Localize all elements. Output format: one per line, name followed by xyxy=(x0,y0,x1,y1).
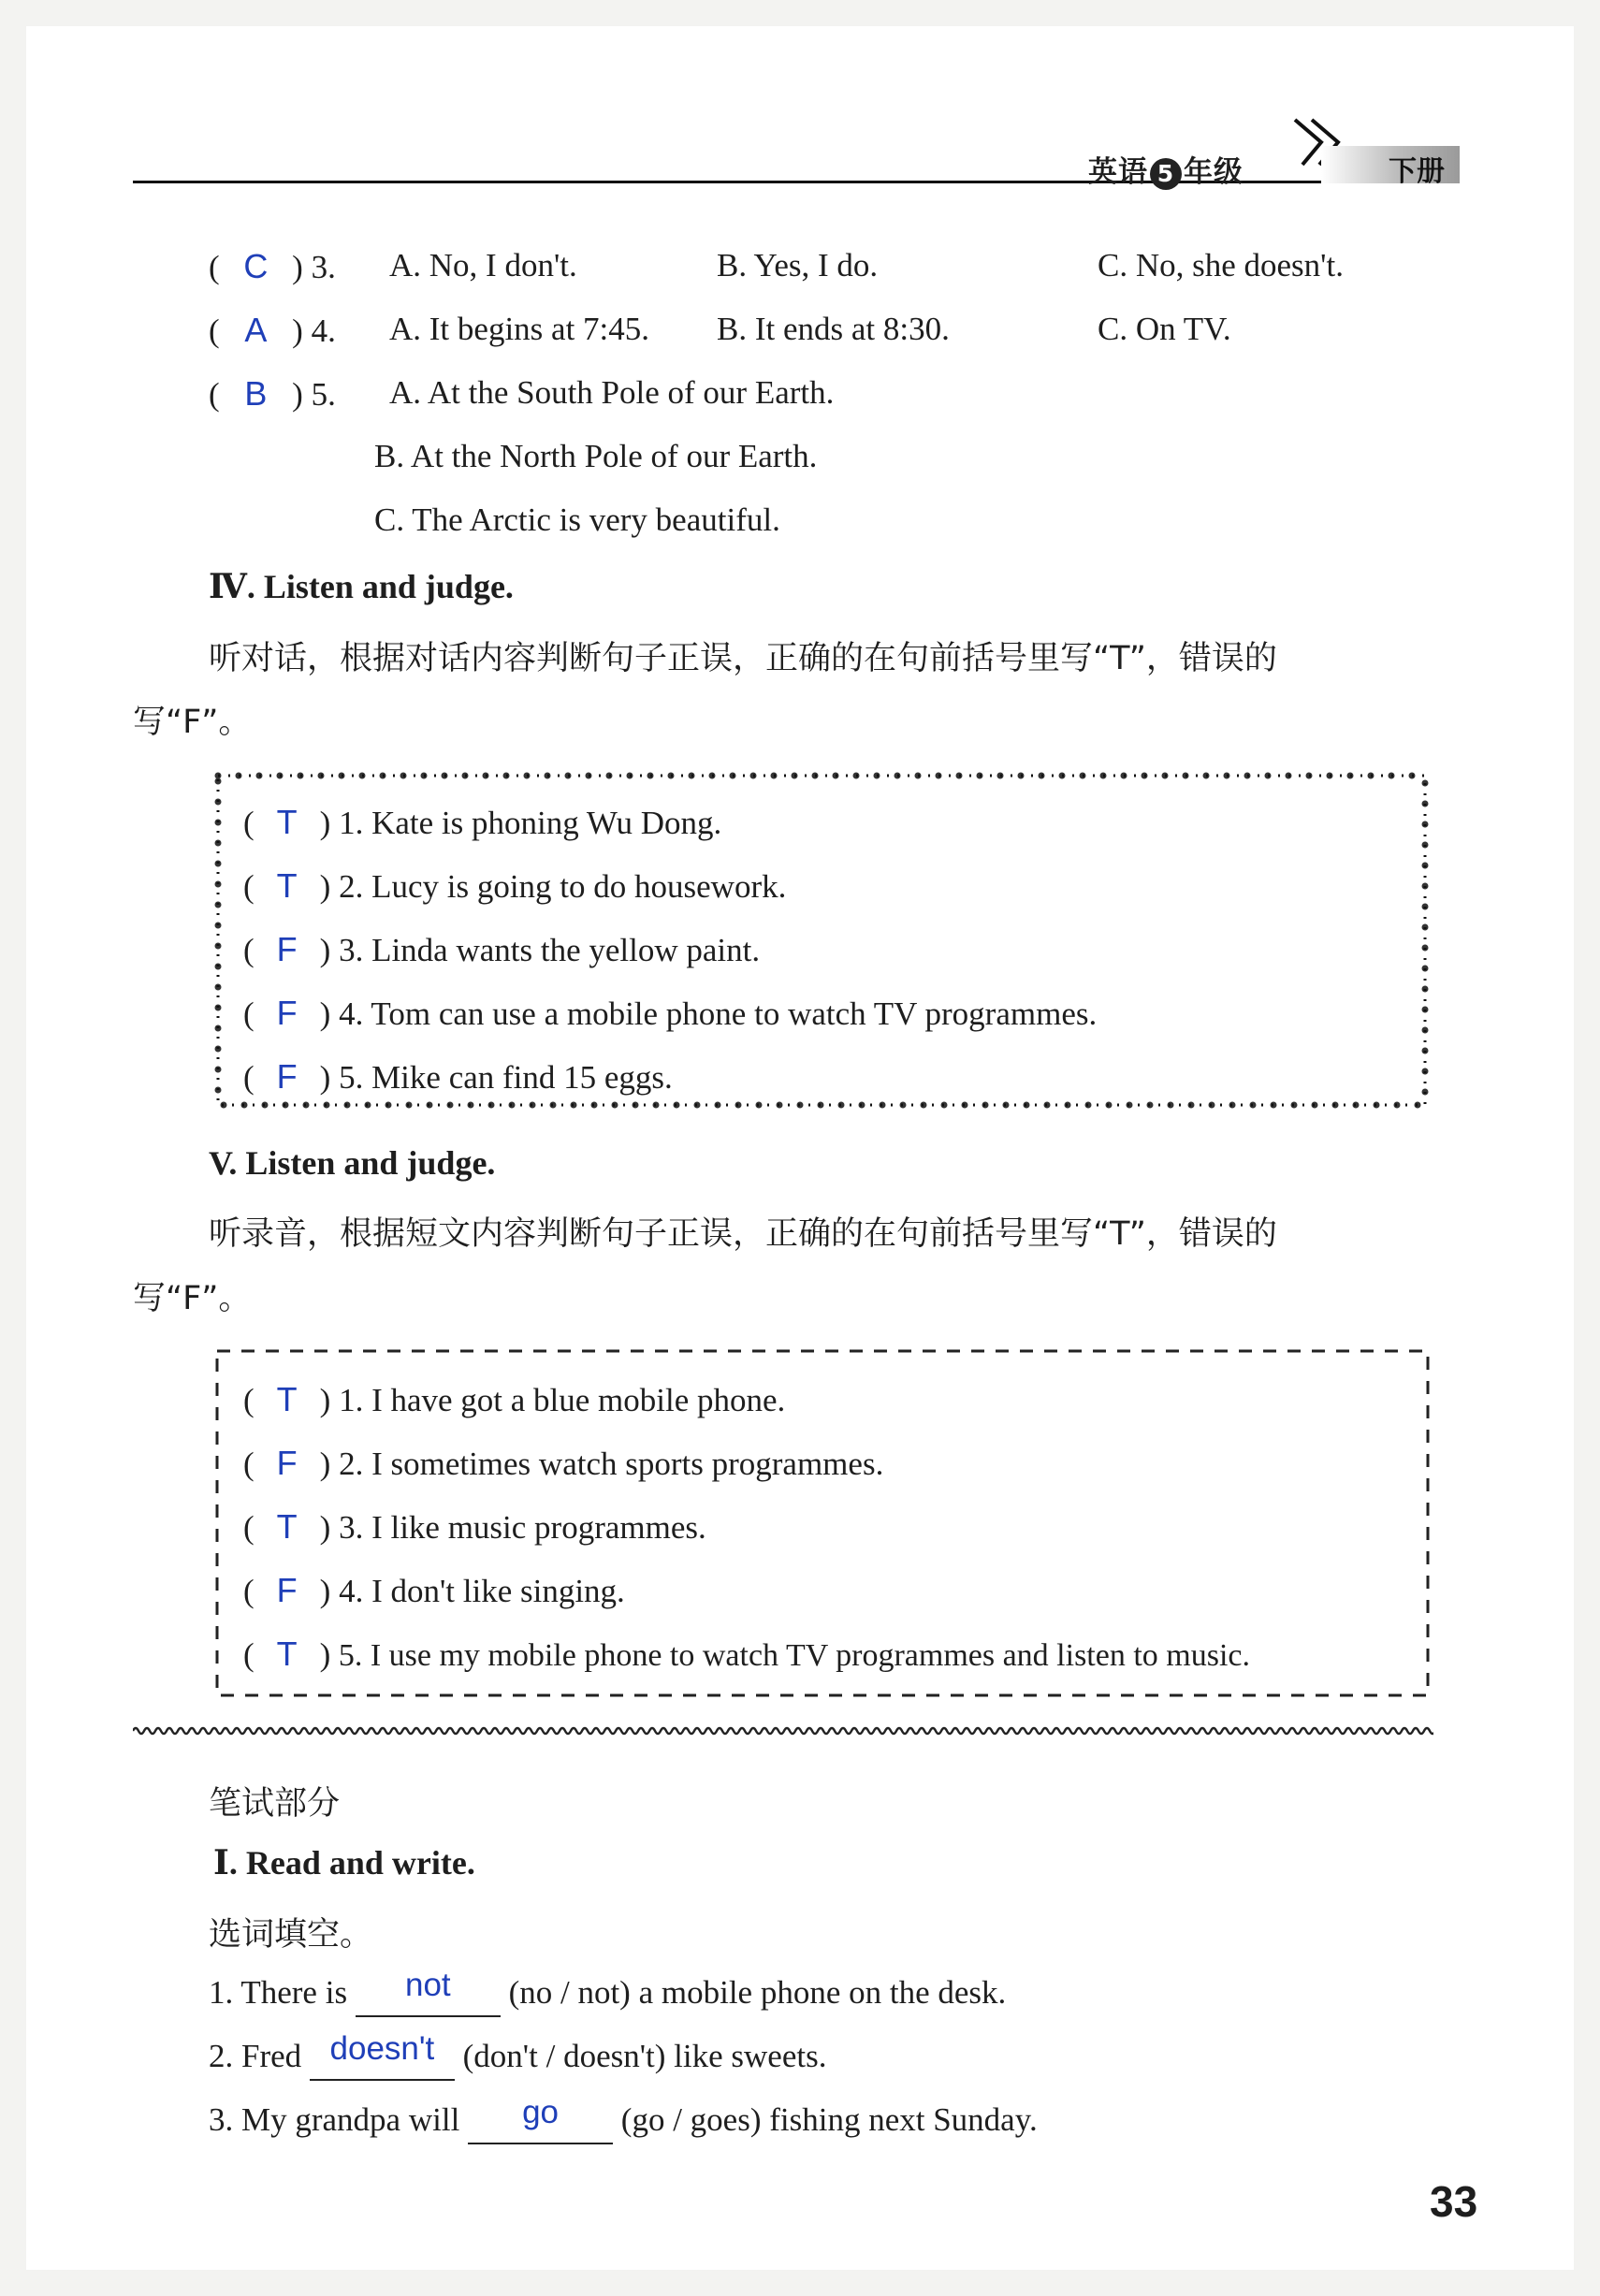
item-suffix: (don't / doesn't) like sweets. xyxy=(462,2038,827,2074)
item-number: 3. xyxy=(311,249,336,285)
option-a: A. It begins at 7:45. xyxy=(389,311,650,347)
item-text: 5. I use my mobile phone to watch TV programmes and listen to music. xyxy=(338,1638,1251,1673)
answer-mark: F xyxy=(276,1444,298,1482)
option-c: C. The Arctic is very beautiful. xyxy=(374,501,780,538)
section-i-heading: Ⅰ. Read and write. xyxy=(213,1844,475,1882)
answer-mark: T xyxy=(276,803,298,841)
header-rule xyxy=(133,181,1458,183)
answer-blank xyxy=(468,2094,613,2139)
answer-blank xyxy=(356,1967,501,2012)
section-iv-instruction: 听对话，根据对话内容判断句子正误，正确的在句前括号里写“T”，错误的 xyxy=(209,640,1277,677)
option-b: B. Yes, I do. xyxy=(717,247,879,283)
option-b: B. It ends at 8:30. xyxy=(717,311,950,347)
item-text: 5. Mike can find 15 eggs. xyxy=(339,1059,673,1096)
volume-label: 下册 xyxy=(1389,155,1445,188)
judge-item: ( T ) 5. I use my mobile phone to watch TV programmes and listen to music. xyxy=(243,1635,1251,1673)
answer-mark: F xyxy=(276,1571,298,1609)
blank-answer: doesn't xyxy=(329,2030,435,2067)
section-v-heading: V. Listen and judge. xyxy=(209,1144,496,1182)
grade-number-badge: 5 xyxy=(1150,158,1182,190)
item-prefix: 2. Fred xyxy=(209,2038,302,2074)
header-grade-suffix: 年级 xyxy=(1184,155,1244,189)
choice-item-5: ( B ) 5. xyxy=(209,374,336,413)
item-number: 4. xyxy=(311,312,336,349)
answer-mark: B xyxy=(244,374,268,413)
workbook-page xyxy=(26,26,1574,2270)
section-iv-instruction-cont: 写“F”。 xyxy=(133,704,252,741)
judge-item: ( T ) 2. Lucy is going to do housework. xyxy=(243,866,787,905)
option-c: C. No, she doesn't. xyxy=(1098,247,1344,283)
item-suffix: (go / goes) fishing next Sunday. xyxy=(620,2101,1038,2138)
section-i-instruction: 选词填空。 xyxy=(209,1916,373,1954)
option-b: B. At the North Pole of our Earth. xyxy=(374,438,818,474)
item-text: 3. I like music programmes. xyxy=(339,1509,706,1546)
answer-mark: F xyxy=(276,1057,298,1096)
item-text: 1. Kate is phoning Wu Dong. xyxy=(339,805,722,841)
item-text: 2. I sometimes watch sports programmes. xyxy=(339,1446,884,1482)
option-c: C. On TV. xyxy=(1098,311,1231,347)
option-a: A. At the South Pole of our Earth. xyxy=(389,374,835,411)
judge-item: ( F ) 4. Tom can use a mobile phone to watch TV programmes. xyxy=(243,994,1098,1032)
volume-tab xyxy=(1321,146,1460,188)
item-suffix: (no / not) a mobile phone on the desk. xyxy=(508,1974,1007,2011)
answer-mark: C xyxy=(243,247,269,285)
answer-mark: T xyxy=(276,1380,298,1418)
answer-mark: F xyxy=(276,930,298,968)
answer-blank xyxy=(310,2030,455,2075)
fill-item xyxy=(209,2094,1038,2139)
judge-item: ( T ) 3. I like music programmes. xyxy=(243,1507,706,1546)
answer-mark: T xyxy=(276,1635,298,1673)
item-text: 3. Linda wants the yellow paint. xyxy=(339,932,761,968)
item-prefix: 1. There is xyxy=(209,1974,348,2011)
fill-item xyxy=(209,1967,1007,2012)
answer-mark: F xyxy=(276,994,298,1032)
blank-answer: not xyxy=(405,1967,451,2003)
page-number: 33 xyxy=(1430,2177,1478,2226)
section-v-instruction-cont: 写“F”。 xyxy=(133,1280,252,1317)
judge-item: ( T ) 1. I have got a blue mobile phone. xyxy=(243,1380,786,1418)
judge-item: ( F ) 5. Mike can find 15 eggs. xyxy=(243,1057,673,1096)
judge-item: ( T ) 1. Kate is phoning Wu Dong. xyxy=(243,803,722,841)
item-prefix: 3. My grandpa will xyxy=(209,2101,460,2138)
section-v-instruction: 听录音，根据短文内容判断句子正误，正确的在句前括号里写“T”，错误的 xyxy=(209,1215,1277,1253)
header-subject: 英语 xyxy=(1088,155,1148,189)
written-section-title: 笔试部分 xyxy=(209,1785,341,1823)
answer-mark: T xyxy=(276,866,298,905)
item-text: 1. I have got a blue mobile phone. xyxy=(339,1382,786,1418)
section-iv-heading: Ⅳ. Listen and judge. xyxy=(209,568,514,605)
header-title xyxy=(1088,148,1244,190)
judge-item: ( F ) 3. Linda wants the yellow paint. xyxy=(243,930,761,968)
choice-item-3: ( C ) 3. xyxy=(209,247,336,285)
item-number: 5. xyxy=(311,376,336,413)
blank-answer: go xyxy=(522,2094,560,2130)
answer-mark: T xyxy=(276,1507,298,1546)
fill-item xyxy=(209,2030,827,2075)
answer-mark: A xyxy=(244,311,268,349)
item-text: 4. I don't like singing. xyxy=(339,1573,625,1609)
judge-item: ( F ) 4. I don't like singing. xyxy=(243,1571,625,1609)
option-a: A. No, I don't. xyxy=(389,247,577,283)
item-text: 2. Lucy is going to do housework. xyxy=(339,868,787,905)
judge-item: ( F ) 2. I sometimes watch sports programmes. xyxy=(243,1444,884,1482)
wavy-divider xyxy=(133,1722,1433,1740)
choice-item-4: ( A ) 4. xyxy=(209,311,336,349)
item-text: 4. Tom can use a mobile phone to watch TV programmes. xyxy=(339,995,1098,1032)
